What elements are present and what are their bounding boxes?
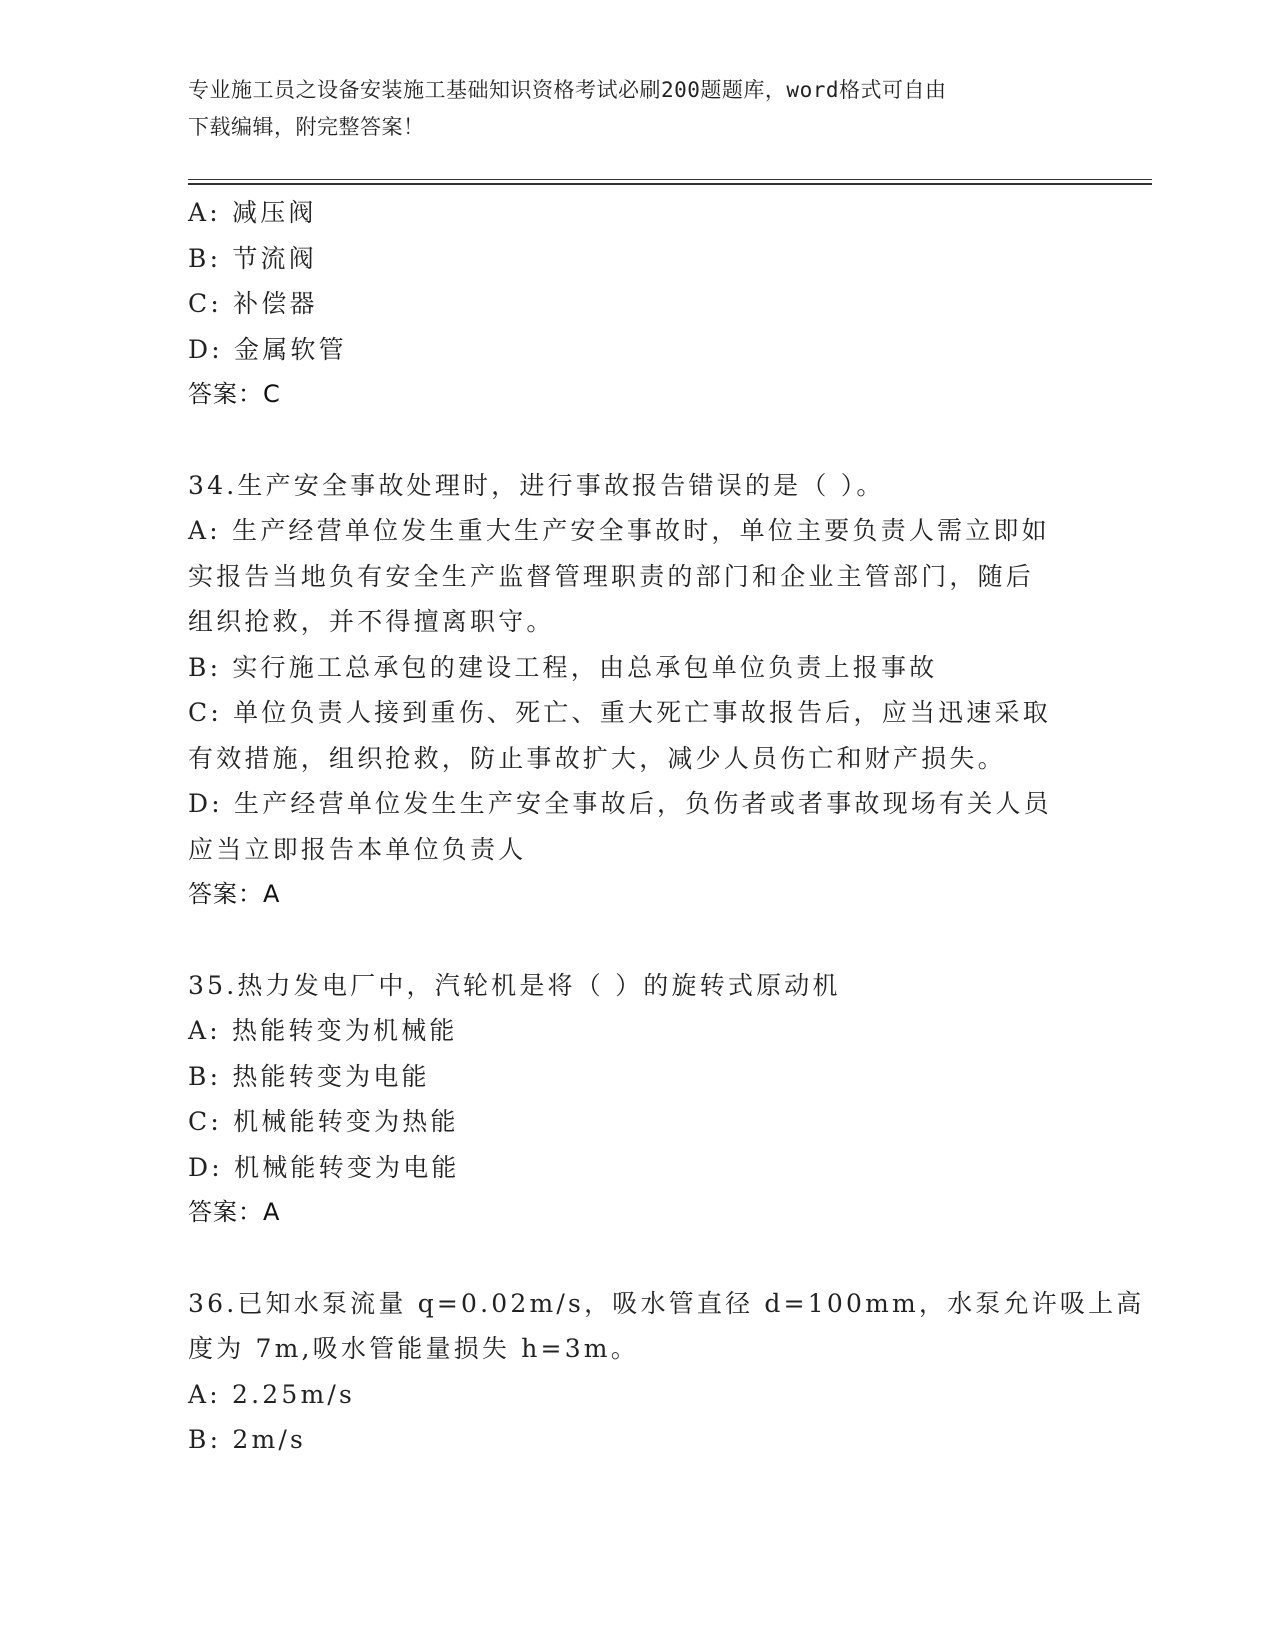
answer: 答案：A <box>188 1198 281 1226</box>
option-d: D: 金属软管 <box>188 334 347 364</box>
option-d-line-1: D: 生产经营单位发生生产安全事故后，负伤者或者事故现场有关人员 <box>188 789 1052 818</box>
option-b: B: 2m/s <box>188 1425 307 1454</box>
option-a-line-1: A: 生产经营单位发生重大生产安全事故时，单位主要负责人需立即如 <box>188 516 1050 545</box>
document-header <box>188 72 1088 146</box>
option-d: D: 机械能转变为电能 <box>188 1152 460 1182</box>
question-stem-line-2: 度为 7m,吸水管能量损失 h=3m。 <box>188 1334 639 1363</box>
option-c: C: 机械能转变为热能 <box>188 1107 459 1136</box>
answer: 答案：C <box>188 380 281 408</box>
header-rule-thin <box>188 179 1152 180</box>
question-33 <box>188 190 1088 418</box>
question-stem: 35.热力发电厂中，汽轮机是将（ ）的旋转式原动机 <box>188 970 841 1000</box>
option-a: A: 热能转变为机械能 <box>188 1016 458 1045</box>
question-stem: 34.生产安全事故处理时，进行事故报告错误的是（ ）。 <box>188 470 885 500</box>
header-line-2: 下载编辑，附完整答案！ <box>188 115 425 139</box>
question-34 <box>188 463 1088 918</box>
spacer <box>188 1236 1088 1281</box>
question-stem-line-1: 36.已知水泵流量 q=0.02m/s，吸水管直径 d=100mm，水泵允许吸上高 <box>188 1288 1145 1318</box>
option-a: A: 减压阀 <box>188 198 317 227</box>
header-rule-thick <box>188 183 1152 185</box>
option-c: C: 补偿器 <box>188 289 318 318</box>
option-a-line-2: 实报告当地负有安全生产监督管理职责的部门和企业主管部门，随后 <box>188 561 1035 591</box>
option-c-line-1: C: 单位负责人接到重伤、死亡、重大死亡事故报告后，应当迅速采取 <box>188 698 1051 727</box>
option-b: B: 实行施工总承包的建设工程，由总承包单位负责上报事故 <box>188 652 938 682</box>
question-list <box>188 190 1145 1463</box>
option-d-line-2: 应当立即报告本单位负责人 <box>188 834 527 864</box>
question-36 <box>188 1281 1145 1463</box>
option-b: B: 节流阀 <box>188 243 317 273</box>
header-line-1: 专业施工员之设备安装施工基础知识资格考试必刷200题题库，word格式可自由 <box>188 78 947 102</box>
option-a: A: 2.25m/s <box>188 1379 356 1409</box>
option-b: B: 热能转变为电能 <box>188 1061 430 1091</box>
spacer <box>188 418 1088 463</box>
option-c-line-2: 有效措施，组织抢救，防止事故扩大，减少人员伤亡和财产损失。 <box>188 743 1006 773</box>
answer: 答案：A <box>188 880 281 908</box>
option-a-line-3: 组织抢救，并不得擅离职守。 <box>188 607 555 636</box>
question-35 <box>188 963 1088 1236</box>
spacer <box>188 918 1088 963</box>
